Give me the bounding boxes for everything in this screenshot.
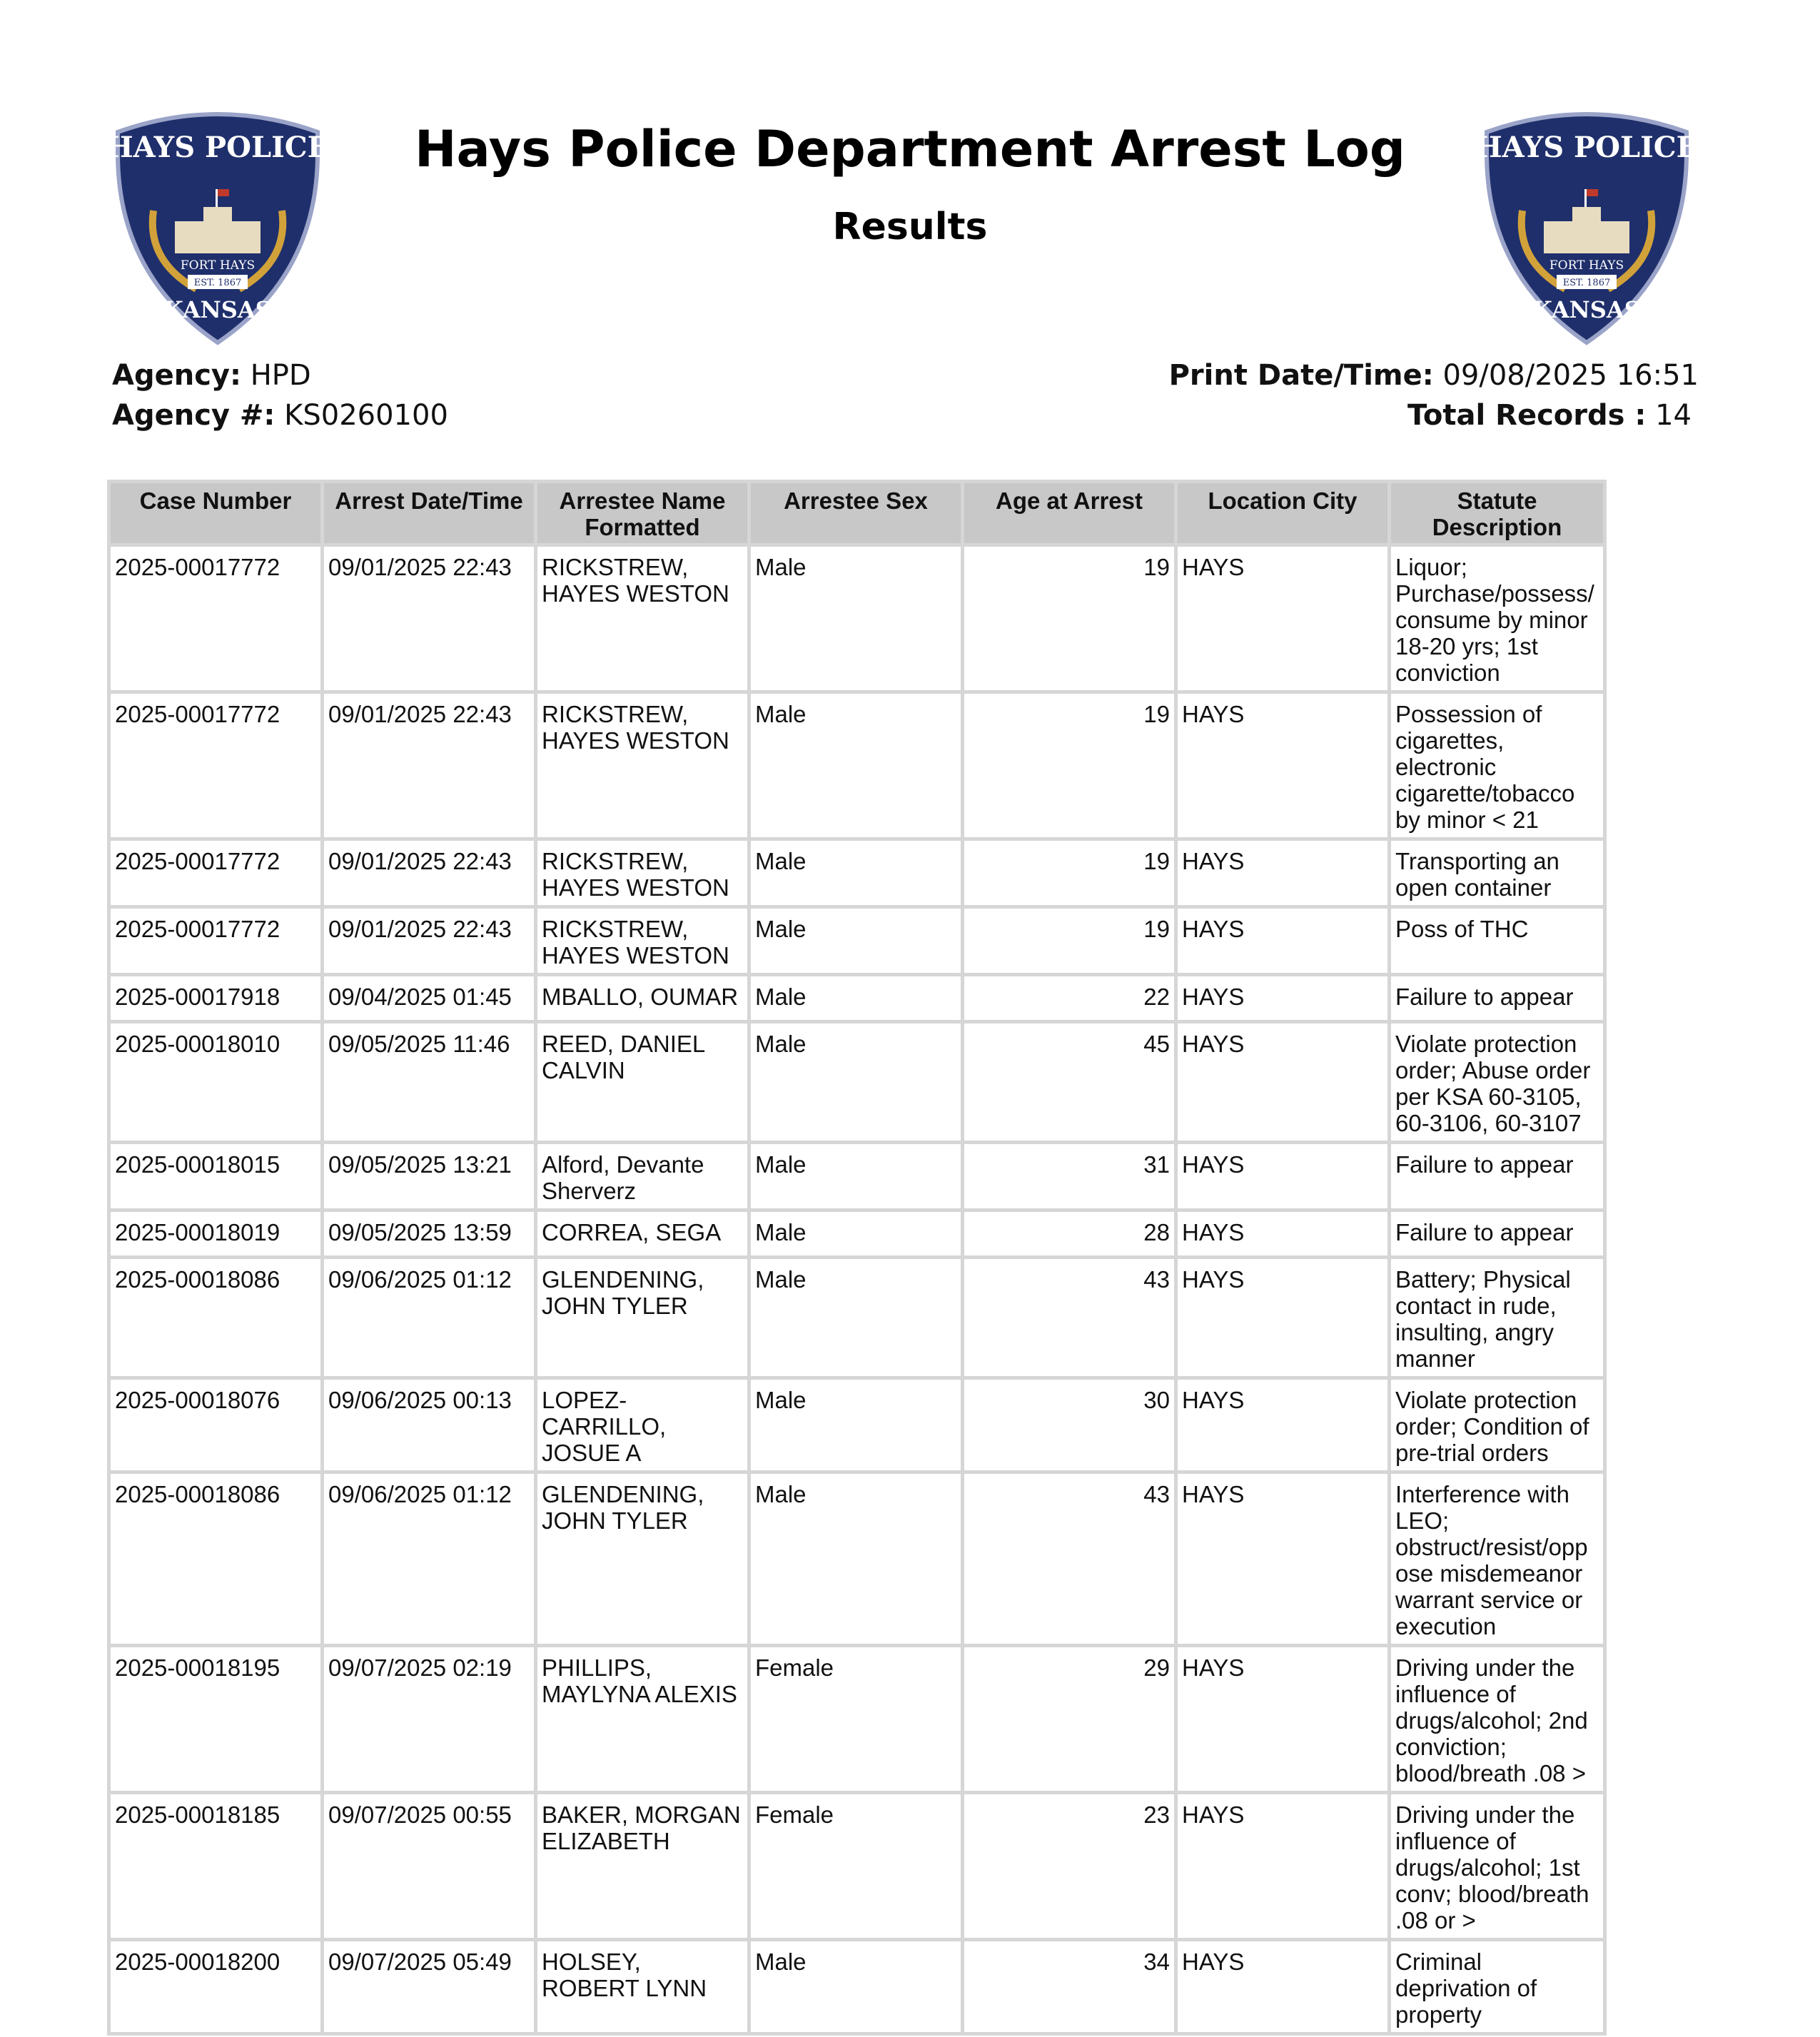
page-title: Hays Police Department Arrest Log: [414, 120, 1406, 178]
table-row: [109, 1793, 1605, 1940]
arrestee-name-cell: HOLSEY, ROBERT LYNN: [536, 1940, 749, 2034]
location-city-cell: HAYS: [1176, 545, 1390, 692]
age-cell: 43: [963, 1258, 1176, 1378]
arrest-datetime-cell: 09/01/2025 22:43: [323, 545, 536, 692]
location-city-cell: HAYS: [1176, 1022, 1390, 1143]
age-cell: 31: [963, 1143, 1176, 1210]
arrestee-sex-cell: Male: [749, 975, 963, 1022]
age-cell: 29: [963, 1646, 1176, 1793]
table-row: [109, 839, 1605, 907]
age-cell: 28: [963, 1210, 1176, 1258]
statute-description-cell: Transporting an open container: [1390, 839, 1605, 907]
arrest-log-table: [107, 480, 1607, 2036]
table-row: [109, 1022, 1605, 1143]
arrestee-name-cell: BAKER, MORGAN ELIZABETH: [536, 1793, 749, 1940]
table-row: [109, 1210, 1605, 1258]
column-header-arrest-datetime: Arrest Date/Time: [323, 482, 536, 545]
table-row: [109, 1646, 1605, 1793]
badge-bottom-text: KANSAS: [163, 296, 272, 323]
badge-est-text: EST. 1867: [193, 278, 242, 288]
location-city-cell: HAYS: [1176, 1793, 1390, 1940]
location-city-cell: HAYS: [1176, 839, 1390, 907]
arrestee-sex-cell: Male: [749, 1210, 963, 1258]
agency-number-value: KS0260100: [284, 399, 448, 432]
statute-description-cell: Violate protection order; Abuse order per KSA 60-3105, 60-3106, 60-3107: [1390, 1022, 1605, 1143]
case-number-cell: 2025-00018019: [109, 1210, 323, 1258]
arrestee-name-cell: RICKSTREW, HAYES WESTON: [536, 907, 749, 975]
statute-description-cell: Criminal deprivation of property: [1390, 1940, 1605, 2034]
arrest-datetime-cell: 09/07/2025 00:55: [323, 1793, 536, 1940]
arrest-datetime-cell: 09/01/2025 22:43: [323, 907, 536, 975]
arrestee-sex-cell: Male: [749, 1940, 963, 2034]
agency-line: [112, 359, 311, 392]
case-number-cell: 2025-00017772: [109, 839, 323, 907]
statute-description-cell: Interference with LEO; obstruct/resist/opp ose misdemeanor warrant service or execution: [1390, 1472, 1605, 1646]
statute-description-cell: Battery; Physical contact in rude, insulting, angry manner: [1390, 1258, 1605, 1378]
print-datetime-value: 09/08/2025 16:51: [1442, 359, 1699, 392]
arrestee-name-cell: GLENDENING, JOHN TYLER: [536, 1472, 749, 1646]
arrest-datetime-cell: 09/05/2025 11:46: [323, 1022, 536, 1143]
location-city-cell: HAYS: [1176, 975, 1390, 1022]
arrestee-name-cell: LOPEZ-CARRILLO, JOSUE A: [536, 1378, 749, 1472]
location-city-cell: HAYS: [1176, 907, 1390, 975]
age-cell: 22: [963, 975, 1176, 1022]
arrestee-name-cell: Alford, Devante Sherverz: [536, 1143, 749, 1210]
statute-description-cell: Driving under the influence of drugs/alcohol; 2nd conviction; blood/breath .08 >: [1390, 1646, 1605, 1793]
badge-bottom-text: KANSAS: [1532, 296, 1641, 323]
print-datetime-line: [1169, 359, 1699, 392]
badge-middle-text: FORT HAYS: [180, 258, 256, 273]
case-number-cell: 2025-00018086: [109, 1472, 323, 1646]
age-cell: 19: [963, 839, 1176, 907]
print-datetime-label: Print Date/Time:: [1168, 359, 1434, 392]
table-row: [109, 975, 1605, 1022]
arrestee-name-cell: RICKSTREW, HAYES WESTON: [536, 839, 749, 907]
arrestee-name-cell: RICKSTREW, HAYES WESTON: [536, 545, 749, 692]
arrestee-sex-cell: Male: [749, 1378, 963, 1472]
badge-middle-text: FORT HAYS: [1549, 258, 1624, 273]
arrest-datetime-cell: 09/07/2025 02:19: [323, 1646, 536, 1793]
age-cell: 19: [963, 545, 1176, 692]
arrestee-name-cell: CORREA, SEGA: [536, 1210, 749, 1258]
case-number-cell: 2025-00018185: [109, 1793, 323, 1940]
table-row: [109, 1378, 1605, 1472]
location-city-cell: HAYS: [1176, 1940, 1390, 2034]
statute-description-cell: Liquor; Purchase/possess/ consume by minor 18-20 yrs; 1st conviction: [1390, 545, 1605, 692]
badge-top-text: HAYS POLICE: [1475, 131, 1699, 164]
column-header-statute-description: Statute Description: [1390, 482, 1605, 545]
case-number-cell: 2025-00017772: [109, 692, 323, 839]
location-city-cell: HAYS: [1176, 1258, 1390, 1378]
arrestee-sex-cell: Male: [749, 692, 963, 839]
arrestee-sex-cell: Female: [749, 1646, 963, 1793]
case-number-cell: 2025-00018086: [109, 1258, 323, 1378]
case-number-cell: 2025-00018015: [109, 1143, 323, 1210]
statute-description-cell: Driving under the influence of drugs/alcohol; 1st conv; blood/breath .08 or >: [1390, 1793, 1605, 1940]
arrest-datetime-cell: 09/06/2025 01:12: [323, 1472, 536, 1646]
case-number-cell: 2025-00018010: [109, 1022, 323, 1143]
location-city-cell: HAYS: [1176, 1646, 1390, 1793]
arrest-datetime-cell: 09/01/2025 22:43: [323, 839, 536, 907]
table-row: [109, 1940, 1605, 2034]
location-city-cell: HAYS: [1176, 1472, 1390, 1646]
statute-description-cell: Possession of cigarettes, electronic cigarette/tobacco by minor < 21: [1390, 692, 1605, 839]
column-header-arrestee-name: Arrestee Name Formatted: [536, 482, 749, 545]
badge-est-text: EST. 1867: [1562, 278, 1611, 288]
arrestee-sex-cell: Male: [749, 1258, 963, 1378]
table-row: [109, 545, 1605, 692]
case-number-cell: 2025-00018076: [109, 1378, 323, 1472]
arrestee-name-cell: RICKSTREW, HAYES WESTON: [536, 692, 749, 839]
age-cell: 23: [963, 1793, 1176, 1940]
arrest-datetime-cell: 09/04/2025 01:45: [323, 975, 536, 1022]
column-header-age-at-arrest: Age at Arrest: [963, 482, 1176, 545]
arrest-datetime-cell: 09/07/2025 05:49: [323, 1940, 536, 2034]
arrest-datetime-cell: 09/01/2025 22:43: [323, 692, 536, 839]
column-header-location-city: Location City: [1176, 482, 1390, 545]
arrest-datetime-cell: 09/05/2025 13:21: [323, 1143, 536, 1210]
arrestee-sex-cell: Male: [749, 1143, 963, 1210]
agency-label: Agency:: [112, 359, 241, 392]
table-row: [109, 1143, 1605, 1210]
age-cell: 30: [963, 1378, 1176, 1472]
agency-number-label: Agency #:: [112, 399, 275, 432]
case-number-cell: 2025-00018200: [109, 1940, 323, 2034]
table-row: [109, 692, 1605, 839]
total-records-label: Total Records :: [1407, 399, 1647, 432]
arrestee-sex-cell: Male: [749, 907, 963, 975]
arrest-datetime-cell: 09/06/2025 01:12: [323, 1258, 536, 1378]
statute-description-cell: Failure to appear: [1390, 975, 1605, 1022]
table-row: [109, 1258, 1605, 1378]
statute-description-cell: Poss of THC: [1390, 907, 1605, 975]
badge-top-text: HAYS POLICE: [106, 131, 330, 164]
age-cell: 19: [963, 692, 1176, 839]
agency-value: HPD: [250, 359, 311, 392]
location-city-cell: HAYS: [1176, 1378, 1390, 1472]
table-row: [109, 1472, 1605, 1646]
arrestee-sex-cell: Male: [749, 545, 963, 692]
arrestee-sex-cell: Male: [749, 839, 963, 907]
arrestee-sex-cell: Male: [749, 1022, 963, 1143]
arrestee-name-cell: PHILLIPS, MAYLYNA ALEXIS: [536, 1646, 749, 1793]
case-number-cell: 2025-00017918: [109, 975, 323, 1022]
page-subtitle: Results: [832, 206, 988, 248]
total-records-line: [1407, 399, 1692, 432]
age-cell: 45: [963, 1022, 1176, 1143]
column-header-case-number: Case Number: [109, 482, 323, 545]
arrestee-sex-cell: Male: [749, 1472, 963, 1646]
location-city-cell: HAYS: [1176, 1143, 1390, 1210]
age-cell: 43: [963, 1472, 1176, 1646]
agency-number-line: [112, 399, 448, 432]
case-number-cell: 2025-00017772: [109, 907, 323, 975]
total-records-value: 14: [1655, 399, 1692, 432]
statute-description-cell: Failure to appear: [1390, 1143, 1605, 1210]
age-cell: 34: [963, 1940, 1176, 2034]
arrestee-name-cell: REED, DANIEL CALVIN: [536, 1022, 749, 1143]
arrestee-name-cell: GLENDENING, JOHN TYLER: [536, 1258, 749, 1378]
arrest-datetime-cell: 09/06/2025 00:13: [323, 1378, 536, 1472]
arrest-datetime-cell: 09/05/2025 13:59: [323, 1210, 536, 1258]
statute-description-cell: Violate protection order; Condition of pre-trial orders: [1390, 1378, 1605, 1472]
location-city-cell: HAYS: [1176, 692, 1390, 839]
arrestee-name-cell: MBALLO, OUMAR: [536, 975, 749, 1022]
column-header-arrestee-sex: Arrestee Sex: [749, 482, 963, 545]
case-number-cell: 2025-00018195: [109, 1646, 323, 1793]
age-cell: 19: [963, 907, 1176, 975]
statute-description-cell: Failure to appear: [1390, 1210, 1605, 1258]
arrestee-sex-cell: Female: [749, 1793, 963, 1940]
table-header-row: [109, 482, 1605, 545]
case-number-cell: 2025-00017772: [109, 545, 323, 692]
table-row: [109, 907, 1605, 975]
location-city-cell: HAYS: [1176, 1210, 1390, 1258]
